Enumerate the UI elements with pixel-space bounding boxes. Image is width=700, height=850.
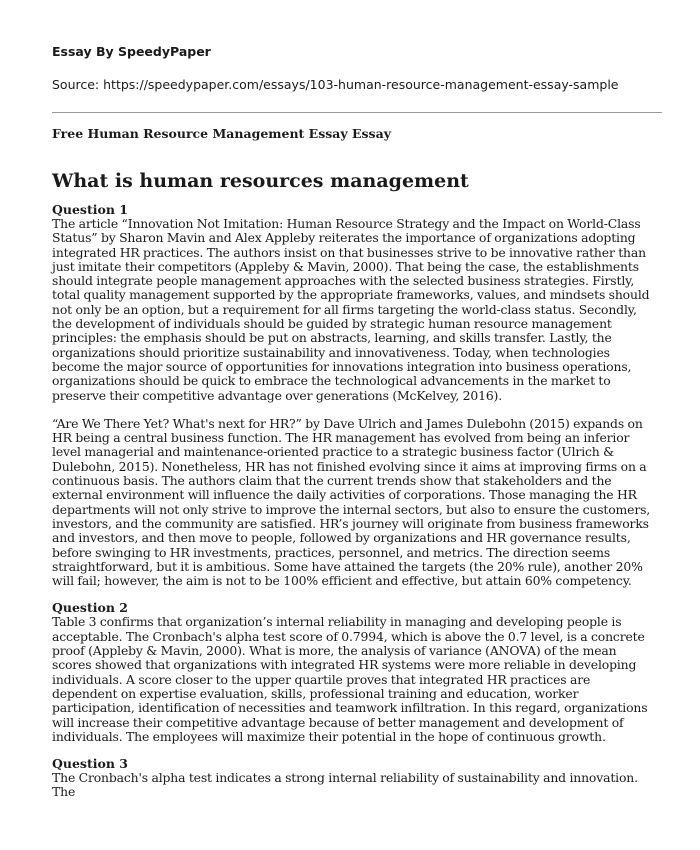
paragraph: The article “Innovation Not Imitation: Human Resource Strategy and the Impact on World-Class Status” by Sharon Mavin and Alex Appleby reiterates the importance of organizations adopting integrated HR practices. The authors insist on that businesses strive to be innovative rather than just imitate their competitors (Appleby & Mavin, 2000). That being the case, the establishments should integrate people management approaches with the selected business strategies. Firstly, total quality management supported by the appropriate frameworks, values, and mindsets should not only be an option, but a requirement for all firms targeting the world-class status. Secondly, the development of individuals should be guided by strategic human resource management principles: the emphasis should be put on abstracts, learning, and skills transfer. Lastly, the organizations should prioritize sustainability and innovativeness. Today, when technologies become the major source of opportunities for innovations integration into business operations, organizations should be quick to embrace the technological advancements in the market to preserve their competitive advantage over generations (McKelvey, 2016). <box>52 216 650 403</box>
paragraph: “Are We There Yet? What's next for HR?” by Dave Ulrich and James Dulebohn (2015) expands on HR being a central business function. The HR management has evolved from being an inferior level managerial and maintenance-oriented practice to a strategic business factor (Ulrich & Dulebohn, 2015). Nonetheless, HR has not finished evolving since it aims at improving firms on a continuous basis. The authors claim that the current trends show that stakeholders and the external environment will influence the daily activities of corporations. Those managing the HR departments will not only strive to improve the internal sectors, but also to ensure the customers, investors, and the community are satisfied. HR’s journey will originate from business frameworks and investors, and then move to people, followed by organizations and HR governance results, before swinging to HR investments, practices, personnel, and metrics. The direction seems straightforward, but it is ambitious. Some have attained the targets (the 20% rule), another 20% will fail; however, the aim is not to be 100% efficient and effective, but attain 60% competency. <box>52 415 651 589</box>
main-heading: What is human resources management <box>52 170 469 192</box>
question-heading: Question 1 <box>52 202 128 217</box>
section-question-3 <box>52 757 656 800</box>
question-heading: Question 2 <box>52 600 128 616</box>
paragraph: Table 3 confirms that organization’s internal reliability in managing and developing people is acceptable. The Cronbach's alpha test score of 0.7994, which is above the 0.7 level, is a concrete proof (Appleby & Mavin, 2000). What is more, the analysis of variance (ANOVA) of the mean scores showed that organizations with integrated HR systems were more reliable in developing individuals. A score closer to the upper quartile proves that integrated HR practices are dependent on expertise evaluation, skills, professional training and education, worker participation, identification of necessities and teamwork infiltration. In this regard, organizations will increase their competitive advantage because of better management and development of individuals. The employees will maximize their potential in the hope of continuous growth. <box>52 614 648 744</box>
essay-title: Free Human Resource Management Essay Essay <box>52 126 391 141</box>
section-question-2 <box>52 601 656 744</box>
question-heading: Question 3 <box>52 756 128 772</box>
paragraph: The Cronbach's alpha test indicates a strong internal reliability of sustainability and innovation. The <box>52 770 638 800</box>
essay-by-label: Essay By SpeedyPaper <box>52 44 211 59</box>
section-question-1 <box>52 203 656 588</box>
header-divider <box>52 112 662 113</box>
source-line: Source: https://speedypaper.com/essays/103-human-resource-management-essay-sample <box>52 77 619 92</box>
